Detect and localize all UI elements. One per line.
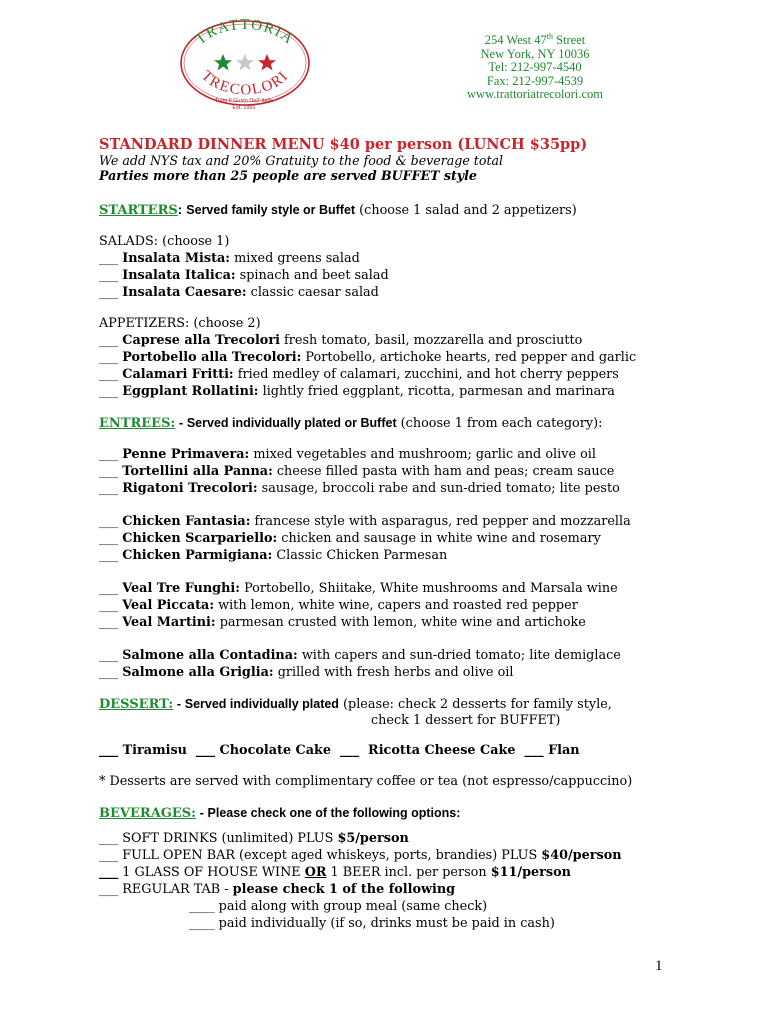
item-desc: chicken and sausage in white wine and rosemary — [277, 531, 601, 546]
blank: ___ — [99, 514, 123, 529]
star-green-icon — [214, 54, 232, 71]
address-city: New York, NY 10036 — [480, 46, 590, 61]
menu-content — [99, 136, 719, 932]
item-name: Chicken Scarpariello: — [122, 531, 278, 546]
list-item — [99, 480, 719, 497]
blank: ___ — [99, 615, 123, 630]
list-item — [99, 267, 719, 284]
tax-note: We add NYS tax and 20% Gratuity to the food & beverage total — [99, 153, 504, 168]
entrees-service: Served individually plated or Buffet — [186, 416, 397, 430]
open-bar-text: ___ FULL OPEN BAR (except aged whiskeys, ports, brandies) PLUS — [99, 848, 542, 863]
item-desc: mixed vegetables and mushroom; garlic and olive oil — [249, 447, 596, 462]
item-name: Penne Primavera: — [122, 447, 250, 462]
regular-tab-option — [99, 881, 719, 898]
item-name: Veal Piccata: — [122, 598, 215, 613]
item-name: Calamari Fritti: — [122, 367, 234, 382]
blank: ___ — [99, 384, 123, 399]
soft-drinks-price: $5/person — [337, 831, 409, 846]
street-number: 254 West 47 — [484, 33, 547, 47]
blank: ___ — [99, 531, 123, 546]
beverages-heading: BEVERAGES: — [99, 806, 196, 821]
salads-label: SALADS — [99, 234, 154, 249]
address-street — [440, 31, 630, 48]
item-desc: with lemon, white wine, capers and roasted red pepper — [214, 598, 578, 613]
blank: ___ — [99, 333, 123, 348]
dessert-note2: check 1 dessert for BUFFET) — [371, 713, 561, 728]
beverages-sep: - — [195, 805, 208, 820]
list-item — [99, 349, 719, 366]
salads-label-line — [99, 233, 719, 250]
list-item — [99, 463, 719, 480]
item-name: Insalata Italica: — [122, 268, 236, 283]
blank: ___ — [99, 447, 123, 462]
item-desc: cheese filled pasta with ham and peas; cream sauce — [272, 464, 615, 479]
item-desc: classic caesar salad — [246, 285, 379, 300]
list-item — [99, 580, 719, 597]
open-bar-price: $40/person — [541, 848, 622, 863]
entrees-heading: ENTREES: — [99, 416, 176, 431]
dessert-sep: - — [173, 696, 185, 711]
starters-heading: STARTERS — [99, 203, 178, 218]
dessert-note1: (please: check 2 desserts for family style, — [338, 697, 612, 712]
blank: ___ — [99, 367, 123, 382]
address-tel: Tel: 212-997-4540 — [488, 60, 582, 75]
entrees-heading-line — [99, 414, 719, 432]
starters-choice: (choose 1 salad and 2 appetizers) — [355, 203, 577, 218]
item-desc: fresh tomato, basil, mozzarella and prosciutto — [279, 333, 583, 348]
item-desc: grilled with fresh herbs and olive oil — [273, 665, 514, 680]
entrees-choice: (choose 1 from each category): — [396, 416, 603, 431]
dessert-service: Served individually plated — [184, 697, 339, 711]
list-item — [99, 383, 719, 400]
item-name: Caprese alla Trecolori — [122, 333, 280, 348]
item-name: Eggplant Rollatini: — [122, 384, 259, 399]
list-item — [99, 547, 719, 564]
item-name: Veal Tre Funghi: — [122, 581, 241, 596]
logo-emblem-icon — [178, 17, 312, 111]
house-wine-text: 1 GLASS OF HOUSE WINE — [118, 865, 305, 880]
blank: ___ — [99, 481, 123, 496]
house-wine-option — [99, 864, 719, 881]
buffet-note: Parties more than 25 people are served BUFFET style — [99, 168, 477, 183]
restaurant-logo — [178, 17, 312, 111]
beverages-instruction: Please check one of the following options: — [207, 806, 461, 820]
blank: ___ — [99, 581, 123, 596]
address-web: www.trattoriatrecolori.com — [467, 87, 603, 102]
item-name: Chicken Parmigiana: — [122, 548, 273, 563]
street-suffix: th — [546, 31, 553, 41]
beverages-heading-line — [99, 804, 719, 822]
star-white-icon — [236, 54, 254, 71]
chicken-list — [99, 513, 719, 564]
item-desc: fried medley of calamari, zucchini, and hot cherry peppers — [233, 367, 619, 382]
item-name: Veal Martini: — [122, 615, 216, 630]
blank: ___ — [99, 268, 123, 283]
item-name: Salmone alla Griglia: — [122, 665, 274, 680]
logo-name-top: TRATTORIA — [192, 17, 297, 49]
pasta-list — [99, 446, 719, 497]
svg-text:TRECOLORI — [198, 68, 292, 99]
house-wine-price: $11/person — [490, 865, 571, 880]
item-name: Tortellini alla Panna: — [122, 464, 273, 479]
starters-colon: : — [177, 202, 183, 217]
starters-heading-line — [99, 201, 719, 219]
item-desc: parmesan crusted with lemon, white wine and artichoke — [215, 615, 586, 630]
regular-tab-text: ___ REGULAR TAB - — [99, 882, 233, 897]
star-red-icon — [258, 54, 276, 71]
blank: ___ — [99, 350, 123, 365]
list-item — [99, 597, 719, 614]
blank: ___ — [99, 598, 123, 613]
item-name: Insalata Caesare: — [122, 285, 247, 300]
soft-drinks-option — [99, 830, 719, 847]
item-desc: lightly fried eggplant, ricotta, parmesan and marinara — [258, 384, 615, 399]
list-item — [99, 530, 719, 547]
list-item — [99, 250, 719, 267]
list-item — [99, 513, 719, 530]
item-desc: sausage, broccoli rabe and sun-dried tomato; lite pesto — [257, 481, 620, 496]
item-desc: with capers and sun-dried tomato; lite demiglace — [297, 648, 621, 663]
page-number: 1 — [655, 958, 663, 974]
item-desc: Classic Chicken Parmesan — [272, 548, 448, 563]
entrees-sep: - — [175, 415, 187, 430]
logo-tagline-text: Tutto Il Gusto Dell' Italia — [214, 98, 273, 104]
list-item — [99, 614, 719, 631]
list-item — [99, 647, 719, 664]
house-wine-text-2: 1 BEER incl. per person — [326, 865, 491, 880]
blank: ___ — [99, 251, 123, 266]
street-name: Street — [552, 33, 586, 47]
blank: ___ — [99, 464, 123, 479]
address-fax: Fax: 212-997-4539 — [486, 73, 584, 88]
blank: ___ — [99, 865, 119, 880]
list-item — [99, 366, 719, 383]
list-item — [99, 446, 719, 463]
item-name: Portobello alla Trecolori: — [122, 350, 302, 365]
appetizers-list — [99, 332, 719, 400]
item-name: Rigatoni Trecolori: — [122, 481, 258, 496]
item-name: Salmone alla Contadina: — [122, 648, 298, 663]
appetizers-label: APPETIZERS: (choose 2) — [99, 316, 261, 331]
item-desc: spinach and beet salad — [235, 268, 389, 283]
item-desc: Portobello, Shiitake, White mushrooms and Marsala wine — [240, 581, 618, 596]
regular-tab-instruction: please check 1 of the following — [232, 882, 456, 897]
dessert-items: ___ Tiramisu ___ Chocolate Cake ___ Ricotta Cheese Cake ___ Flan — [99, 743, 580, 758]
open-bar-option — [99, 847, 719, 864]
logo-tagline — [178, 98, 310, 112]
veal-list — [99, 580, 719, 631]
house-wine-or: OR — [304, 865, 327, 880]
starters-service: Served family style or Buffet — [186, 203, 356, 217]
dessert-heading-line — [99, 695, 719, 713]
item-desc: Portobello, artichoke hearts, red pepper and garlic — [301, 350, 637, 365]
blank: ___ — [99, 548, 123, 563]
address-block — [440, 31, 630, 102]
blank: ___ — [99, 285, 123, 300]
dessert-heading: DESSERT: — [99, 697, 174, 712]
blank: ___ — [99, 648, 123, 663]
soft-drinks-text: ___ SOFT DRINKS (unlimited) PLUS — [99, 831, 338, 846]
item-name: Insalata Mista: — [122, 251, 231, 266]
item-desc: francese style with asparagus, red pepper and mozzarella — [250, 514, 631, 529]
logo-est: Est. 1991 — [232, 105, 256, 111]
list-item — [99, 332, 719, 349]
item-name: Chicken Fantasia: — [122, 514, 251, 529]
salads-list — [99, 250, 719, 301]
blank: ___ — [99, 665, 123, 680]
dessert-footnote: * Desserts are served with complimentary coffee or tea (not espresso/cappuccino) — [99, 774, 633, 789]
list-item — [99, 284, 719, 301]
tab-option-individual: ____ paid individually (if so, drinks must be paid in cash) — [189, 916, 555, 931]
salmon-list — [99, 647, 719, 681]
svg-text:TRATTORIA — [193, 17, 297, 48]
list-item — [99, 664, 719, 681]
menu-title: STANDARD DINNER MENU $40 per person (LUNCH $35pp) — [99, 136, 588, 153]
tab-option-group-meal: ____ paid along with group meal (same check) — [189, 899, 488, 914]
logo-name-bottom: TRECOLORI — [197, 67, 293, 99]
item-desc: mixed greens salad — [230, 251, 360, 266]
salads-choice: : (choose 1) — [153, 234, 230, 249]
